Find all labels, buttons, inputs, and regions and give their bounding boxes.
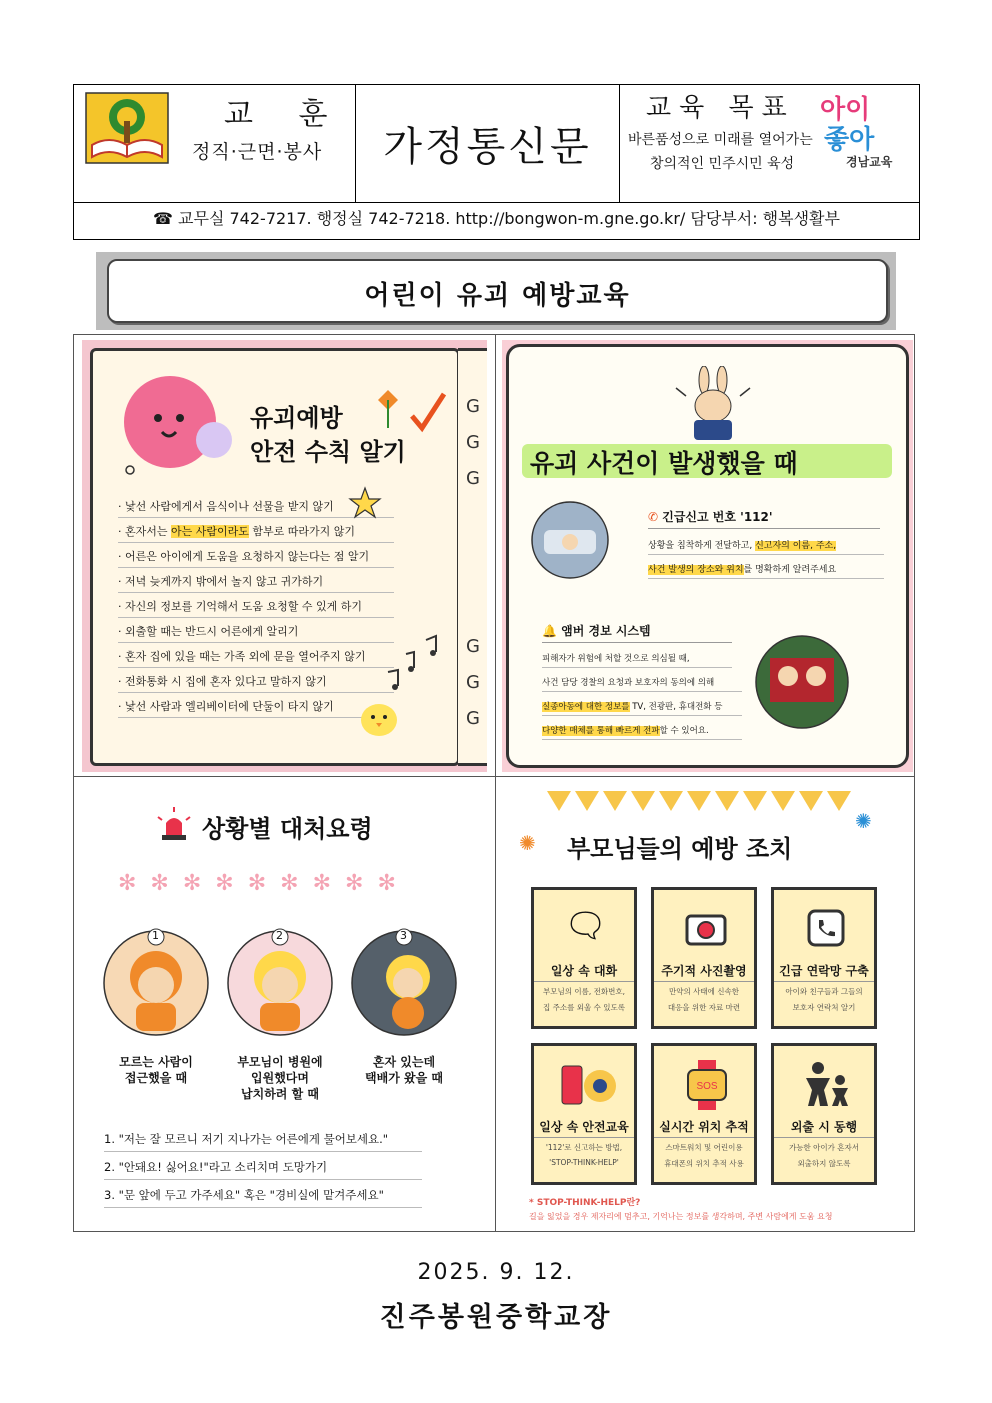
phone-icon: ✆ xyxy=(648,510,663,524)
panel1-title-line1: 유괴예방 xyxy=(250,404,343,432)
safety-tip-3: · 어른은 아이에게 도움을 요청하지 않는다는 점 알기 xyxy=(118,548,394,568)
amber-line-1: 피해자가 위험에 처할 것으로 의심될 때, xyxy=(542,652,732,668)
chat-bubble-icon: 🗨 xyxy=(564,906,608,946)
smartwatch-sos-icon xyxy=(680,1058,734,1112)
newsletter-title: 가정통신문 xyxy=(383,124,592,170)
edu-logo-text-1: 아이 xyxy=(820,95,871,125)
panel-parent-measures xyxy=(499,781,913,1229)
measure-4-line-2: 'STOP-THINK-HELP' xyxy=(549,1158,619,1167)
answer-1: 1. "저는 잘 모르니 저기 지나가는 어른에게 물어보세요." xyxy=(104,1131,422,1152)
grid-divider-horizontal xyxy=(74,776,914,777)
grid-divider-vertical xyxy=(495,335,496,1231)
amber-line-2: 사건 담당 경찰의 요청과 보호자의 동의에 의해 xyxy=(542,676,742,692)
measure-box-1 xyxy=(531,887,637,1029)
edu-logo-text-3: 경남교육 xyxy=(846,155,893,169)
situation-3-number: 3 xyxy=(400,929,407,942)
goal-line-1: 바른품성으로 미래를 열어가는 xyxy=(628,132,813,148)
safety-tip-7: · 혼자 집에 있을 때는 가족 외에 문을 열어주지 않기 xyxy=(118,648,394,668)
panel2-title: 유괴 사건이 발생했을 때 xyxy=(530,449,798,478)
goal-line-2: 창의적인 민주시민 육성 xyxy=(650,156,795,172)
measure-2-line-2: 대응을 위한 자료 마련 xyxy=(667,1003,741,1012)
measure-box-5 xyxy=(651,1043,757,1185)
emergency-number-title xyxy=(648,508,880,529)
chick-icon xyxy=(358,698,400,738)
measure-3-line-2: 보호자 연락처 알기 xyxy=(792,1003,856,1012)
camera-icon xyxy=(684,908,728,948)
safety-tip-9: · 낯선 사람과 엘리베이터에 단둘이 타지 않기 xyxy=(118,698,394,718)
emergency-line-1-hl: 신고자의 이름, 주소, xyxy=(755,541,837,551)
police-badge-icon xyxy=(558,1060,618,1110)
phone-call-icon xyxy=(806,908,846,948)
measure-6-title: 외출 시 동행 xyxy=(774,1118,874,1138)
measure-6-line-1: 가능한 아이가 혼자서 xyxy=(789,1143,859,1152)
emergency-line-1-pre: 상황을 침착하게 전달하고, xyxy=(648,541,756,551)
amber-line-3-hl: 실종아동에 대한 정보를 xyxy=(542,702,630,712)
section-banner xyxy=(107,259,888,323)
principal-signature: 진주봉원중학교장 xyxy=(379,1302,613,1333)
situation-2-character-icon xyxy=(224,927,336,1037)
amber-line-4-post: 할 수 있어요. xyxy=(659,726,709,736)
bunting-decoration xyxy=(547,789,857,815)
safety-tip-4: · 저녁 늦게까지 밖에서 놀지 않고 귀가하기 xyxy=(118,573,394,593)
parent-child-icon xyxy=(802,1060,852,1110)
situation-3-label-2: 택배가 왔을 때 xyxy=(365,1071,443,1085)
amber-alert-text: 앰버 경보 시스템 xyxy=(561,624,651,638)
school-logo-icon xyxy=(84,91,170,165)
safety-tip-2-post: 함부로 따라가지 않기 xyxy=(248,525,356,538)
emergency-line-1 xyxy=(648,538,884,555)
footnote-text: 길을 잃었을 경우 제자리에 멈추고, 기억나는 정보를 생각하며, 주변 사람에게 도움 요청 xyxy=(529,1212,833,1221)
amber-line-4-hl: 다양한 매체를 통해 빠르게 전파 xyxy=(542,726,660,736)
safety-tip-2-highlight: 아는 사람이라도 xyxy=(171,525,249,538)
infographic-grid xyxy=(73,334,915,1232)
safety-tip-5: · 자신의 정보를 기억해서 도움 요청할 수 있게 하기 xyxy=(118,598,394,618)
gyeongnam-edu-logo xyxy=(816,89,916,175)
measure-box-3 xyxy=(771,887,877,1029)
measure-2-line-1: 만약의 사태에 신속한 xyxy=(669,987,739,996)
splash-icon-right: ✺ xyxy=(855,809,872,833)
edu-logo-text-2: 좋아 xyxy=(824,125,875,155)
police-rabbit-icon xyxy=(670,366,756,442)
school-motto: 정직·근면·봉사 xyxy=(192,141,323,163)
situation-2-label-2: 입원했다며 xyxy=(251,1071,309,1085)
police-car-photo xyxy=(530,500,610,580)
motto-cell xyxy=(74,85,356,203)
measure-4-title: 일상 속 안전교육 xyxy=(534,1118,634,1138)
amber-line-3-post: TV, 전광판, 휴대전화 등 xyxy=(629,702,723,712)
safety-tip-1: · 낯선 사람에게서 음식이나 선물을 받지 않기 xyxy=(118,498,394,518)
splash-icon-left: ✺ xyxy=(519,831,536,855)
measure-5-title: 실시간 위치 추적 xyxy=(654,1118,754,1138)
page-hooks-lower: G G G xyxy=(466,636,480,729)
safety-tip-2-pre: · 혼자서는 xyxy=(118,525,171,538)
section-title: 어린이 유괴 예방교육 xyxy=(364,281,631,311)
panel4-title: 부모님들의 예방 조치 xyxy=(567,835,793,863)
situation-3-label-1: 혼자 있는데 xyxy=(372,1055,436,1069)
measure-3-title: 긴급 연락망 구축 xyxy=(774,962,874,982)
answer-2: 2. "안돼요! 싫어요!"라고 소리치며 도망가기 xyxy=(104,1159,422,1180)
emergency-line-2-hl: 사건 발생의 장소와 위치 xyxy=(648,565,744,575)
footnote-title: * STOP-THINK-HELP란? xyxy=(529,1198,641,1208)
measure-4-line-1: '112'로 신고하는 방법, xyxy=(545,1143,623,1152)
measure-5-line-1: 스마트워치 및 어린이용 xyxy=(665,1143,743,1152)
situation-1-character-icon xyxy=(100,927,212,1037)
goal-title: 교육 목표 xyxy=(646,93,795,123)
measure-box-2 xyxy=(651,887,757,1029)
panel-safety-rules xyxy=(82,340,487,772)
motto-title: 교 훈 xyxy=(224,97,346,132)
music-notes-icon xyxy=(382,632,442,692)
measure-1-line-2: 집 주소를 외울 수 있도록 xyxy=(543,1003,625,1012)
star-icon xyxy=(348,486,382,520)
panel3-title: 상황별 대처요령 xyxy=(202,815,373,843)
situation-2-label-1: 부모님이 병원에 xyxy=(237,1055,323,1069)
measure-1-title: 일상 속 대화 xyxy=(534,962,634,982)
pinwheel-check-icon xyxy=(368,380,448,440)
situation-1-label-1: 모르는 사람이 xyxy=(119,1055,193,1069)
measure-1-line-1: 부모님의 이름, 전화번호, xyxy=(543,987,625,996)
contact-info: ☎ 교무실 742-7217. 행정실 742-7218. http://bongwon-m.gne.go.kr/ 담당부서: 행복생활부 xyxy=(153,209,840,228)
notebook-next-page xyxy=(458,348,487,766)
measure-box-6 xyxy=(771,1043,877,1185)
measure-5-line-2: 휴대폰의 위치 추적 사용 xyxy=(664,1159,744,1168)
situation-1-number: 1 xyxy=(152,929,159,942)
amber-alert-title xyxy=(542,622,732,643)
answer-3: 3. "문 앞에 두고 가주세요" 혹은 "경비실에 맡겨주세요" xyxy=(104,1187,422,1208)
measure-6-line-2: 외출하지 않도록 xyxy=(797,1159,851,1168)
svg-text:SOS: SOS xyxy=(696,1081,718,1092)
amber-line-3 xyxy=(542,700,742,716)
measure-2-title: 주기적 사진촬영 xyxy=(654,962,754,982)
panel-when-incident xyxy=(502,340,913,772)
panel-situational-response xyxy=(78,781,491,1229)
situation-2-label-3: 납치하려 할 때 xyxy=(241,1087,319,1101)
safety-tip-2 xyxy=(118,523,394,543)
emergency-line-2 xyxy=(648,562,884,579)
safety-tip-6: · 외출할 때는 반드시 어른에게 알리기 xyxy=(118,623,394,643)
situation-2-number: 2 xyxy=(276,929,283,942)
page-hooks: G G G xyxy=(466,396,480,489)
bell-icon: 🔔 xyxy=(542,624,562,638)
goal-cell xyxy=(620,85,921,203)
siren-icon xyxy=(154,805,194,845)
situation-3-character-icon xyxy=(348,927,460,1037)
missing-child-screen-photo xyxy=(754,634,850,730)
title-cell xyxy=(356,85,620,203)
emergency-line-2-post: 를 명확하게 알려주세요 xyxy=(743,565,837,575)
safety-tip-8: · 전화통화 시 집에 혼자 있다고 말하지 않기 xyxy=(118,673,394,693)
measure-box-4 xyxy=(531,1043,637,1185)
heart-character-icon xyxy=(118,370,238,480)
situation-1-label-2: 접근했을 때 xyxy=(124,1071,188,1085)
panel1-title-line2: 안전 수칙 알기 xyxy=(250,438,406,466)
issue-date: 2025. 9. 12. xyxy=(417,1260,575,1285)
asterisk-divider: ✻✻✻✻✻✻✻✻✻ xyxy=(118,871,410,896)
amber-line-4 xyxy=(542,724,742,740)
header-table xyxy=(73,84,920,240)
emergency-number-text: 긴급신고 번호 '112' xyxy=(662,510,773,524)
measure-3-line-1: 아이와 친구들과 그들의 xyxy=(785,987,863,996)
